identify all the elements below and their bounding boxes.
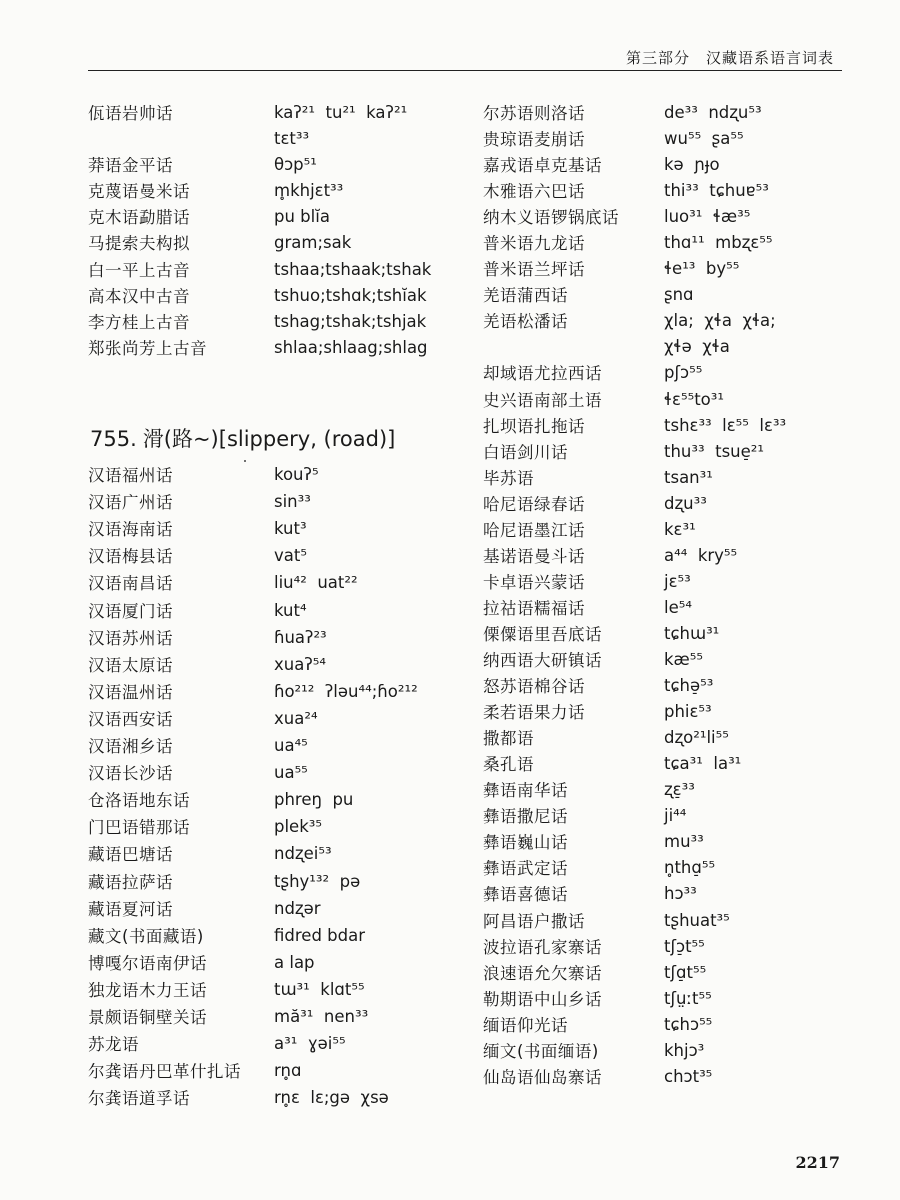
language-name: 浪速语允欠寨话: [483, 963, 602, 983]
word-form: ɬe¹³ by⁵⁵: [664, 259, 740, 279]
language-name: 史兴语南部土语: [483, 390, 602, 410]
language-name: 彝语撒尼话: [483, 807, 568, 827]
language-name: 苏龙语: [88, 1035, 139, 1055]
language-name: 仙岛语仙岛寨话: [483, 1067, 602, 1087]
language-name: 勒期语中山乡话: [483, 989, 602, 1009]
word-form: ʐɛ̠³³: [664, 780, 695, 800]
language-name: 博嘎尔语南伊话: [88, 953, 207, 973]
word-form: rn̥ɑ: [274, 1061, 302, 1081]
word-form: xua²⁴: [274, 708, 318, 728]
word-form: ɦuaʔ²³: [274, 627, 327, 647]
word-form: de³³ ndʐu⁵³: [664, 103, 762, 122]
language-name: 彝语巍山话: [483, 833, 568, 853]
running-header: 第三部分 汉藏语系语言词表: [625, 49, 834, 67]
language-name: 莽语金平话: [88, 156, 173, 176]
language-name: 汉语湘乡话: [88, 737, 173, 756]
word-form: ɦo²¹² ʔləu⁴⁴;ɦo²¹²: [274, 681, 418, 701]
word-form: tshaa;tshaak;tshak: [274, 259, 432, 279]
word-form: gram;sak: [274, 233, 352, 253]
language-name: 缅语仰光话: [483, 1015, 568, 1035]
word-form: a lap: [274, 952, 315, 972]
language-name: 汉语太原话: [88, 655, 173, 675]
language-name: 汉语厦门话: [88, 601, 173, 621]
language-name: 缅文(书面缅语): [483, 1041, 599, 1061]
word-form: thɑ¹¹ mbʐɛ⁵⁵: [664, 233, 773, 253]
word-form: n̥thɑ̠⁵⁵: [664, 858, 716, 878]
word-form: xuaʔ⁵⁴: [274, 654, 326, 674]
language-name: 柔若语果力话: [483, 703, 585, 723]
language-name: 哈尼语绿春话: [483, 494, 585, 514]
word-form: a³¹ ɣəi⁵⁵: [274, 1034, 346, 1054]
word-form: sin³³: [274, 492, 311, 512]
language-name: 汉语温州话: [88, 682, 173, 702]
section-number: 755.: [90, 427, 137, 451]
language-name: 普米语九龙话: [483, 234, 585, 254]
language-name: 仓洛语地东话: [88, 791, 190, 811]
word-form: ua⁵⁵: [274, 763, 308, 783]
word-form: ʂnɑ: [664, 285, 694, 305]
language-name: 哈尼语墨江话: [483, 520, 585, 540]
word-form: tʃɔ̠t⁵⁵: [664, 936, 705, 956]
word-form: tɕhə̠⁵³: [664, 676, 714, 696]
word-form: tɯ³¹ klɑt⁵⁵: [274, 979, 365, 999]
word-form: kɛ³¹: [664, 519, 696, 539]
language-name: 高本汉中古音: [88, 286, 190, 306]
language-name: 尔龚语丹巴革什扎话: [88, 1062, 241, 1082]
language-name: 彝语喜德话: [483, 885, 568, 905]
language-name: 贵琼语麦崩话: [483, 130, 585, 150]
word-form: tsan³¹: [664, 467, 713, 487]
language-name: 藏语夏河话: [88, 899, 173, 919]
language-name: 尔龚语道孚话: [88, 1089, 190, 1109]
word-form: shlaa;shlaag;shlag: [274, 337, 428, 357]
word-form: mu³³: [664, 832, 704, 852]
word-form: ɬɛ⁵⁵to³¹: [664, 389, 724, 409]
word-form: le⁵⁴: [664, 597, 692, 617]
word-form: χla; χɬa χɬa; χɬə χɬa: [664, 311, 776, 357]
page-number: 2217: [795, 1153, 840, 1172]
language-name: 汉语长沙话: [88, 764, 173, 784]
word-form: liu⁴² uat²²: [274, 573, 358, 593]
word-form: tʂhy¹³² pə: [274, 871, 361, 891]
word-form: dʐu³³: [664, 493, 707, 513]
word-form: tʂhuat³⁵: [664, 910, 730, 930]
word-form: ji⁴⁴: [664, 806, 687, 826]
word-form: tʃṳːt⁵⁵: [664, 988, 712, 1008]
language-name: 傈僳语里吾底话: [483, 624, 602, 644]
language-name: 克木语勐腊话: [88, 208, 190, 228]
language-name: 却域语尤拉西话: [483, 364, 602, 384]
section-title: 滑(路~)[slippery, (road)]: [142, 427, 396, 451]
word-form: dʐo²¹li⁵⁵: [664, 728, 729, 748]
language-name: 汉语苏州话: [88, 628, 173, 648]
language-name: 克蔑语曼米话: [88, 182, 190, 202]
language-name: 郑张尚芳上古音: [88, 338, 207, 358]
word-form: khjɔ³: [664, 1040, 705, 1060]
language-name: 纳木义语锣锅底话: [483, 208, 619, 228]
language-name: 卡卓语兴蒙话: [483, 572, 585, 592]
word-form: phiɛ⁵³: [664, 702, 712, 722]
word-form: chɔt³⁵: [664, 1066, 713, 1086]
word-form: θɔp⁵¹: [274, 155, 317, 175]
word-form: fidred bdar: [274, 925, 365, 945]
word-form: rn̥ɛ lɛ;gə χsə: [274, 1088, 389, 1108]
word-form: tshɛ³³ lɛ⁵⁵ lɛ³³: [664, 415, 787, 435]
language-name: 汉语南昌话: [88, 574, 173, 594]
word-form: m̥khjɛt³³: [274, 181, 344, 201]
stray-dot: [244, 460, 246, 462]
word-form: ndʐei⁵³: [274, 844, 332, 864]
language-name: 毕苏语: [483, 468, 534, 488]
word-form: kə ɲɟo: [664, 155, 720, 175]
language-name: 羌语蒲西话: [483, 286, 568, 306]
word-form: kaʔ²¹ tu²¹ kaʔ²¹ tɛt³³: [274, 103, 408, 148]
page-header: [0, 0, 900, 75]
word-form: tshag;tshak;tshjak: [274, 311, 427, 331]
language-name: 波拉语孔家寨话: [483, 937, 602, 957]
word-form: vat⁵: [274, 546, 307, 566]
language-name: 白一平上古音: [88, 260, 190, 280]
word-form: kæ⁵⁵: [664, 650, 703, 669]
language-name: 汉语福州话: [88, 466, 173, 485]
language-name: 景颇语铜壁关话: [88, 1008, 207, 1027]
language-name: 拉祜语糯福话: [483, 598, 585, 618]
language-name: 尔苏语则洛话: [483, 104, 585, 123]
language-name: 佤语岩帅话: [88, 104, 173, 123]
language-name: 独龙语木力王话: [88, 980, 207, 1000]
word-form: tɕhɯ³¹: [664, 623, 720, 643]
language-name: 门巴语错那话: [88, 818, 190, 838]
word-form: a⁴⁴ kry⁵⁵: [664, 545, 738, 565]
word-form: hɔ³³: [664, 884, 697, 904]
language-name: 汉语梅县话: [88, 547, 173, 567]
header-rule: [88, 70, 842, 71]
language-name: 怒苏语棉谷话: [483, 677, 585, 697]
language-name: 汉语西安话: [88, 709, 173, 729]
language-name: 白语剑川话: [483, 442, 568, 462]
word-form: ua⁴⁵: [274, 736, 308, 755]
word-form: ndʐər: [274, 898, 321, 918]
word-form: tʃɑ̠t⁵⁵: [664, 962, 707, 982]
language-name: 嘉戎语卓克基话: [483, 156, 602, 176]
language-name: 藏文(书面藏语): [88, 926, 204, 946]
word-form: luo³¹ ɬæ³⁵: [664, 207, 751, 227]
word-form: mă³¹ nen³³: [274, 1007, 369, 1026]
language-name: 扎坝语扎拖话: [483, 416, 585, 436]
language-name: 藏语拉萨话: [88, 872, 173, 892]
word-form: tɕhɔ⁵⁵: [664, 1014, 713, 1034]
word-form: kut⁴: [274, 600, 307, 620]
word-form: plek³⁵: [274, 817, 322, 837]
word-form: phreŋ pu: [274, 790, 354, 810]
language-name: 马提索夫构拟: [88, 234, 190, 254]
language-name: 羌语松潘话: [483, 312, 568, 332]
language-name: 桑孔语: [483, 755, 534, 775]
word-form: pu blĭa: [274, 207, 330, 227]
word-form: kouʔ⁵: [274, 465, 319, 484]
word-form: wu⁵⁵ ʂa⁵⁵: [664, 129, 744, 149]
language-name: 汉语海南话: [88, 520, 173, 540]
word-form: pʃɔ⁵⁵: [664, 363, 703, 383]
language-name: 撒都语: [483, 729, 534, 749]
language-name: 普米语兰坪话: [483, 260, 585, 280]
word-form: tshuo;tshɑk;tshĭak: [274, 285, 427, 305]
language-name: 藏语巴塘话: [88, 845, 173, 865]
word-form: kut³: [274, 519, 307, 539]
word-form: thi³³ tɕhuɐ⁵³: [664, 181, 769, 201]
language-name: 彝语武定话: [483, 859, 568, 879]
language-name: 纳西语大研镇话: [483, 651, 602, 670]
language-name: 彝语南华话: [483, 781, 568, 801]
word-form: jɛ⁵³: [664, 571, 691, 591]
language-name: 阿昌语户撒话: [483, 911, 585, 931]
language-name: 汉语广州话: [88, 493, 173, 513]
section-heading: [90, 423, 401, 453]
language-name: 木雅语六巴话: [483, 182, 585, 202]
language-name: 李方桂上古音: [88, 312, 190, 332]
word-form: tɕa³¹ la³¹: [664, 754, 742, 774]
word-form: thu³³ tsue̠²¹: [664, 441, 765, 461]
language-name: 基诺语曼斗话: [483, 546, 585, 566]
